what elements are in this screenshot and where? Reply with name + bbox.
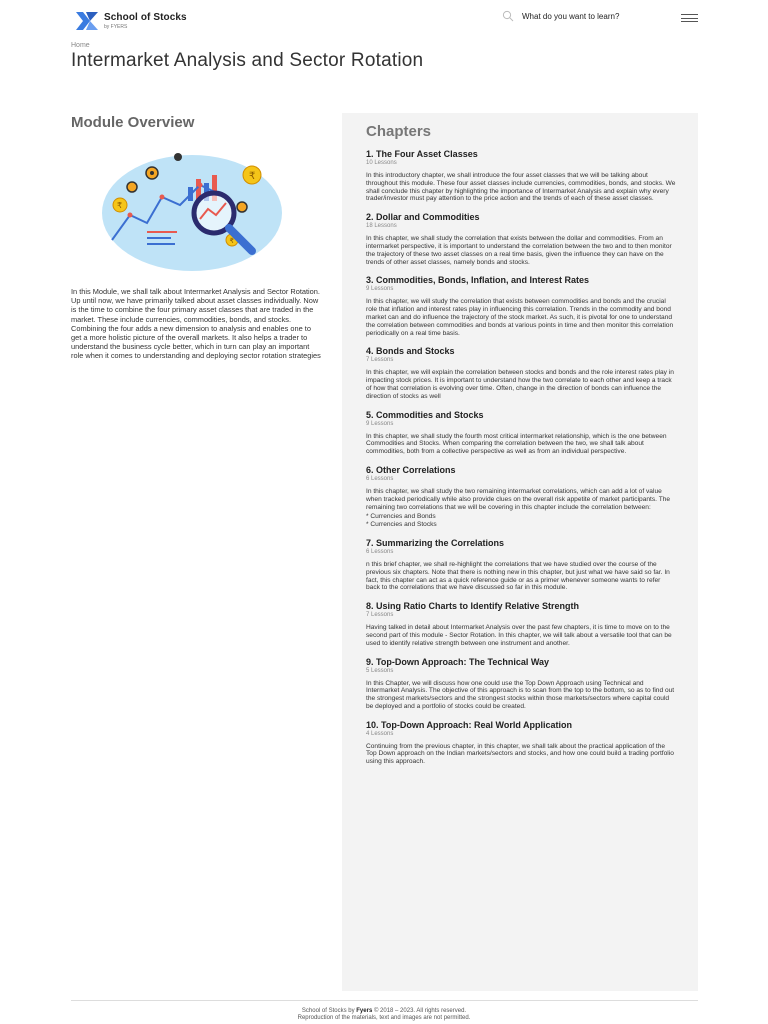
footer-divider — [71, 1000, 698, 1001]
chapter-title[interactable]: 9. Top-Down Approach: The Technical Way — [366, 656, 550, 667]
chapter-description: In this Chapter, we will discuss how one could use the Top Down Approach using Technical and Intermarket Analysis. The objective of this approach is to scan from the top to the bottom, so as to find out the strongest markets/sectors and the strongest stocks within those markets/sectors where capital could be deployed and a portfolio of stocks could be created. — [366, 679, 675, 710]
lesson-count: 6 Lessons — [366, 548, 394, 555]
module-overview-text: In this Module, we shall talk about Intermarket Analysis and Sector Rotation. Up until now, we have primarily talked about asset classes individually. Now is the time to combine the four primary asset classes that are traded in the market. These include currencies, commodities, bonds, and stocks. Combining the four adds a new dimension to analysis and enables one to get a more holistic picture of the overall markets. It also helps a trader to understand the business cycle better, which in turn can play an important role when it comes to understanding and deploying sector rotation strategies — [71, 287, 321, 361]
lesson-count: 9 Lessons — [366, 420, 394, 427]
chapter-title[interactable]: 3. Commodities, Bonds, Inflation, and Interest Rates — [366, 275, 590, 286]
list-item: * Currencies and Stocks — [366, 521, 437, 529]
chapter-description: Continuing from the previous chapter, in this chapter, we shall talk about the practical application of the Top Down approach on the Indian markets/sectors and stocks, and how one could build a trading portfolio using this approach. — [366, 742, 674, 766]
lesson-count: 6 Lessons — [366, 475, 394, 482]
lesson-count: 9 Lessons — [366, 286, 394, 293]
chapter-7 — [366, 538, 676, 592]
chapter-description: In this introductory chapter, we shall introduce the four asset classes that we will be talking about throughout this module. These four asset classes include currencies, commodities, bonds, and stocks. We shall conclude this chapter by highlighting the importance of Intermarket Analysis and explain why every trader/investor must pay attention to the price action and the trends of each of these asset classes. — [366, 172, 676, 203]
footer-brand-link[interactable]: Fyers — [356, 1008, 373, 1014]
footer-copyright: School of Stocks by Fyers © 2018 – 2023. All rights reserved. — [301, 1008, 467, 1014]
svg-text:₹: ₹ — [117, 201, 123, 210]
chapter-title[interactable]: 2. Dollar and Commodities — [366, 212, 480, 223]
chapter-title[interactable]: 1. The Four Asset Classes — [366, 149, 478, 159]
svg-text:₹: ₹ — [249, 171, 256, 182]
chapter-8 — [366, 601, 676, 647]
chapter-description: In this chapter, we shall study the two remaining intermarket correlations, which can add a lot of value when tracked periodically while also provide clues on the overall risk appetite of market participants. The remaining two correlations that we will be covering in this chapter include the correlation between: — [366, 487, 671, 511]
chapter-title[interactable]: 6. Other Correlations — [366, 464, 456, 475]
logo-name: School of Stocks — [104, 11, 187, 23]
chapters-panel — [342, 113, 698, 991]
hamburger-menu-icon[interactable] — [681, 14, 698, 22]
search-bar[interactable] — [502, 8, 672, 24]
lesson-count: 4 Lessons — [366, 730, 394, 737]
lesson-count: 18 Lessons — [366, 223, 397, 230]
chapter-9 — [366, 657, 676, 711]
chapter-description: In this chapter, we will study the correlation that exists between commodities and bonds and the crucial role that inflation and interest rates play in influencing this correlation. Trends in the commodity and bond market can and do influence the trajectory of the stock market. As such, it is pivotal for one to understand the correlation between commodities and bonds at various points in time and then monitor this correlation periodically on a real time basis. — [366, 298, 674, 337]
svg-text:₹: ₹ — [229, 237, 234, 245]
chapter-5 — [366, 410, 676, 456]
fyers-logo-icon — [76, 12, 98, 30]
chapter-2 — [366, 212, 676, 266]
search-input[interactable] — [522, 12, 662, 21]
chapter-3 — [366, 275, 676, 337]
chapter-description: In this chapter, we shall study the fourth most critical intermarket relationship, which is the one between Commodities and Stocks. When comparing the correlation between the two, we shall talk about commodities, both from a collective perspective as well as from an individual perspective. — [366, 432, 667, 456]
breadcrumb-home[interactable]: Home — [71, 42, 90, 49]
search-icon — [502, 10, 514, 22]
site-logo[interactable] — [76, 12, 187, 30]
page-title: Intermarket Analysis and Sector Rotation — [71, 50, 424, 71]
analysis-illustration — [92, 145, 304, 273]
chapter-title[interactable]: 10. Top-Down Approach: Real World Application — [366, 719, 573, 730]
chapter-description: In this chapter, we will explain the correlation between stocks and bonds and the role interest rates play in impacting stock prices. It is important to understand how the two correlate to each other and keep a track of how that correlation is evolving over time. Often, change in the direction of bonds can influence the direction of stocks as well — [366, 369, 674, 400]
chapter-description: In this chapter, we shall study the correlation that exists between the dollar and commodities. From an intermarket perspective, it is important to understand the correlation between the two and to then monitor the trajectory of these two asset classes on a real time basis, given the influence they can have on the trends of other asset classes, namely bonds and stocks. — [366, 235, 672, 266]
lesson-count: 10 Lessons — [366, 160, 397, 166]
site-footer — [0, 1008, 768, 1022]
site-header — [0, 0, 768, 40]
chapter-1 — [366, 149, 676, 203]
chapter-4 — [366, 346, 676, 400]
chapter-title[interactable]: 7. Summarizing the Correlations — [366, 537, 505, 548]
footer-notice: Reproduction of the materials, text and images are not permitted. — [297, 1015, 471, 1021]
chapter-10 — [366, 720, 676, 766]
chapter-bullet-list — [366, 513, 676, 529]
chapter-title[interactable]: 4. Bonds and Stocks — [366, 346, 455, 357]
list-item: * Currencies and Bonds — [366, 513, 436, 521]
chapter-description: n this brief chapter, we shall re-highlight the correlations that we have studied over the course of the previous six chapters. Note that there is nothing new in this chapter, but just what we have said so far. In fact, this chapter can act as a quick reference guide or as a primer whenever someone wants to refer back to the correlations that we have discussed so far in this module. — [366, 560, 670, 592]
lesson-count: 7 Lessons — [366, 612, 394, 619]
chapters-heading: Chapters — [366, 123, 432, 140]
chapter-6 — [366, 465, 676, 529]
logo-byline: by FYERS — [104, 23, 128, 30]
chapter-description: Having talked in detail about Intermarket Analysis over the past few chapters, it is time to move on to the second part of this module - Sector Rotation. In this chapter, we will talk about a versatile tool that can be used to identify relative strength between one instrument and another. — [366, 624, 672, 647]
chapter-title[interactable]: 8. Using Ratio Charts to Identify Relative Strength — [366, 601, 580, 612]
lesson-count: 5 Lessons — [366, 667, 394, 674]
chapter-title[interactable]: 5. Commodities and Stocks — [366, 409, 484, 420]
lesson-count: 7 Lessons — [366, 357, 394, 364]
module-overview-heading: Module Overview — [71, 114, 195, 131]
